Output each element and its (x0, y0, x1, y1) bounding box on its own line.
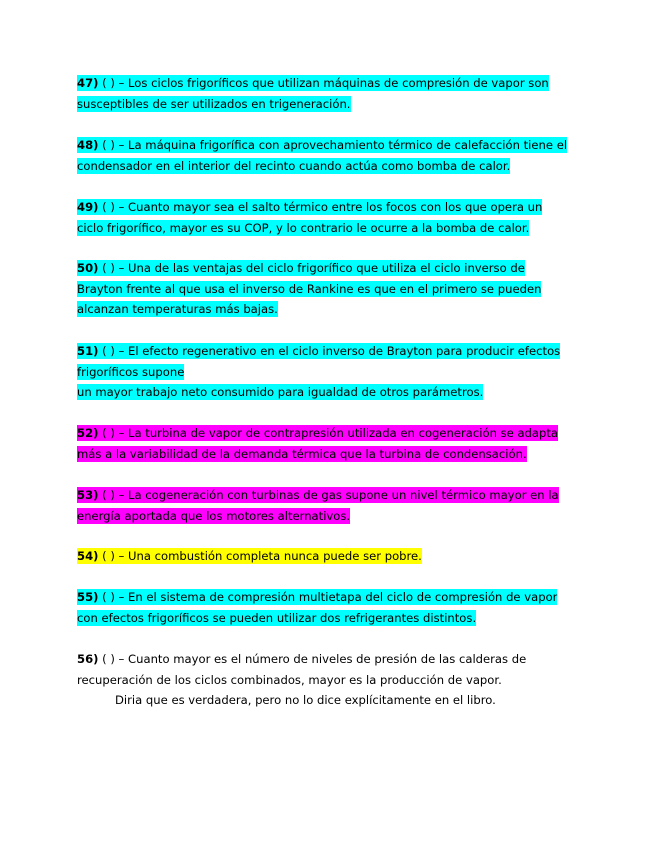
question-text: ( ) – El efecto regenerativo en el ciclo inverso de Brayton para producir efectos (102, 344, 561, 358)
question-53 (77, 485, 578, 526)
question-text: ciclo frigorífico, mayor es su COP, y lo contrario le ocurre a la bomba de calor. (77, 220, 530, 235)
question-49 (77, 197, 578, 238)
question-text: ( ) – Los ciclos frigoríficos que utilizan máquinas de compresión de vapor son (102, 76, 549, 90)
question-51 (77, 341, 578, 403)
question-52 (77, 423, 578, 464)
question-47 (77, 73, 578, 114)
question-number: 53) (77, 488, 99, 502)
question-number: 50) (77, 261, 99, 275)
question-56 (77, 649, 578, 690)
question-text: susceptibles de ser utilizados en trigeneración. (77, 96, 351, 111)
question-text: condensador en el interior del recinto cuando actúa como bomba de calor. (77, 158, 511, 173)
question-number: 47) (77, 76, 99, 90)
question-text: recuperación de los ciclos combinados, mayor es la producción de vapor. (77, 672, 502, 687)
question-text: un mayor trabajo neto consumido para igualdad de otros parámetros. (77, 385, 484, 399)
question-text: ( ) – La máquina frigorífica con aprovechamiento térmico de calefacción tiene el (102, 138, 568, 152)
question-text: energía aportada que los motores alternativos. (77, 508, 351, 523)
question-54 (77, 546, 578, 567)
question-48 (77, 135, 578, 176)
question-text: ( ) – Cuanto mayor sea el salto térmico entre los focos con los que opera un (102, 200, 543, 214)
question-text: ( ) – La cogeneración con turbinas de gas supone un nivel térmico mayor en la (102, 488, 559, 502)
question-number: 49) (77, 200, 99, 214)
question-number: 56) (77, 652, 99, 666)
question-text: alcanzan temperaturas más bajas. (77, 302, 278, 316)
question-55 (77, 587, 578, 628)
question-text: frigoríficos supone (77, 364, 185, 379)
question-text: ( ) – Cuanto mayor es el número de niveles de presión de las calderas de (102, 652, 527, 666)
question-text: más a la variabilidad de la demanda térmica que la turbina de condensación. (77, 446, 527, 461)
question-number: 51) (77, 344, 99, 358)
question-text: ( ) – Una de las ventajas del ciclo frigorífico que utiliza el ciclo inverso de (102, 261, 525, 275)
question-number: 54) (77, 549, 99, 563)
question-number: 52) (77, 426, 99, 440)
question-number: 55) (77, 590, 99, 604)
question-text: ( ) – La turbina de vapor de contrapresión utilizada en cogeneración se adapta (102, 426, 559, 440)
question-text: ( ) – En el sistema de compresión multietapa del ciclo de compresión de vapor (102, 590, 558, 604)
question-number: 48) (77, 138, 99, 152)
question-text: Brayton frente al que usa el inverso de Rankine es que en el primero se pueden (77, 281, 542, 296)
question-text: con efectos frigoríficos se pueden utilizar dos refrigerantes distintos. (77, 610, 477, 625)
question-50 (77, 258, 578, 320)
question-text: ( ) – Una combustión completa nunca puede ser pobre. (102, 549, 422, 563)
answer-note: Diria que es verdadera, pero no lo dice explícitamente en el libro. (115, 693, 496, 707)
